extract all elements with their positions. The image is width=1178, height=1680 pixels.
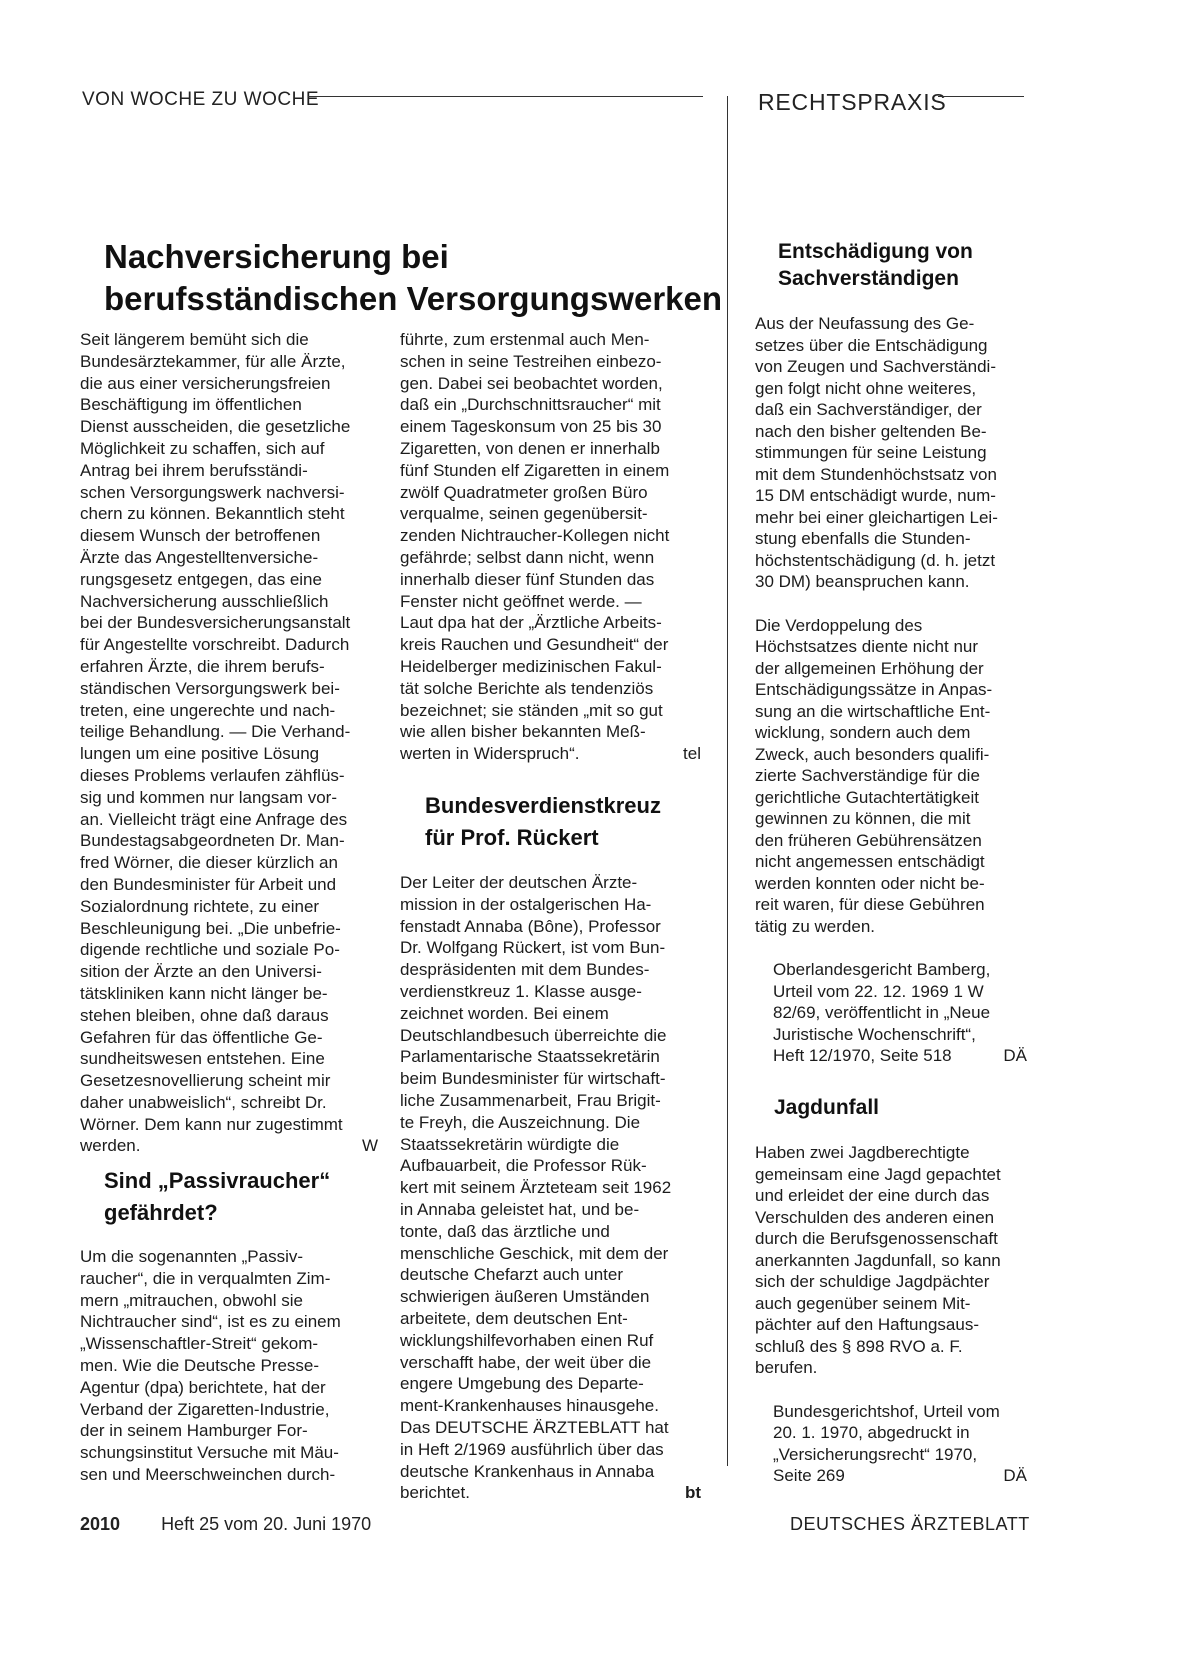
entschaedigung-citation: Oberlandesgericht Bamberg, Urteil vom 22. 12. 1969 1 W 82/69, veröffentlicht in „Neue Juristische Wochenschrift“,: [773, 960, 991, 1044]
passivraucher-text-col1: Um die sogenannten „Passiv- raucher“, die in verqualmten Zim- mern „mitrauchen, obwohl sie Nichtraucher sind“, ist es zu einem „Wissenschaftler-Streit“ gekom- men. Wie die Deutsche Presse- Agentur (dpa) berichtete, hat der Verband der Zigaretten-Industrie, der in seinem Hamburger For- schungsinstitut Versuche mit Mäu- sen und Meerschweinchen durch-: [80, 1247, 341, 1484]
entschaedigung-citation-closing: [755, 1045, 1027, 1067]
passivraucher-title-line-1: Sind „Passivraucher“: [104, 1168, 331, 1193]
entschaedigung-title: [778, 238, 973, 292]
passivraucher-body-col2: [400, 329, 701, 765]
entschaedigung-para-1: Aus der Neufassung des Ge- setzes über die Entschädigung von Zeugen und Sachverständi- gen folgt nicht ohne weiteres, daß ein Sachverständiger, der nach den bisher geltenden Be- stimmungen für seine Leistung mit dem Stundenhöchstsatz von 15 DM entschädigt wurde, num- mehr bei einer gleichartigen Lei- stung ebenfalls die Stunden- höchstentschädigung (d. h. jetzt 30 DM) beanspruchen kann.: [755, 314, 998, 591]
passivraucher-text-col2: führte, zum erstenmal auch Men- schen in seine Testreihen einbezo- gen. Dabei sei beobachtet worden, daß ein „Durchschnittsraucher“ mit einem Tageskonsum von 25 bis 30 Zigaretten, von denen er innerhalb fünf Stunden elf Zigaretten in einem zwölf Quadratmeter großen Büro verqualme, seinen gegenübersit- zenden Nichtraucher-Kollegen nicht gefährde; selbst dann nicht, wenn innerhalb dieser fünf Stunden das Fenster nicht geöffnet werde. — Laut dpa hat der „Ärztliche Arbeits- kreis Rauchen und Gesundheit“ der Heidelberger medizinischen Fakul- tät solche Berichte als tendenziös bezeichnet; sie ständen „mit so gut wie allen bisher bekannten Meß-: [400, 330, 670, 742]
passivraucher-title-line-2: gefährdet?: [104, 1200, 218, 1225]
main-article-text: Seit längerem bemüht sich die Bundesärztekammer, für alle Ärzte, die aus einer versicherungsfreien Beschäftigung im öffentlichen Dienst ausscheiden, die gesetzliche Möglichkeit zu schaffen, sich auf Antrag bei ihrem berufsständi- schen Versorgungswerk nachversi- chern zu können. Bekanntlich steht diesem Wunsch der betroffenen Ärzte das Angestelltenversiche- rungsgesetz entgegen, das eine Nachversicherung ausschließlich bei der Bundesversicherungsanstalt für Angestellte vorschreibt. Dadurch erfahren Ärzte, die ihrem berufs- ständischen Versorgungswerk bei- treten, eine ungerechte und nach- teilige Behandlung. — Die Verhand- lungen um eine positive Lösung dieses Problems verlaufen zähflüs- sig und kommen nur langsam vor- an. Vielleicht trägt eine Anfrage des Bundestagsabgeordneten Dr. Man- fred Wörner, die dieser kürzlich an den Bundesminister für Arbeit und Sozialordnung richtete, zu einer Beschleunigung bei. „Die unbefrie- digende rechtliche und soziale Po- sition der Ärzte an den Universi- tätskliniken kann nicht länger be- stehen bleiben, ohne daß daraus Gefahren für das öffentliche Ge- sundheitswesen entstehen. Eine Gesetzesnovellierung scheint mir daher unabweislich“, schreibt Dr. Wörner. Dem kann nur zugestimmt: [80, 330, 351, 1134]
passivraucher-closing: [400, 743, 701, 765]
jagdunfall-title: Jagdunfall: [774, 1096, 880, 1119]
main-title-line-2: berufsständischen Versorgungswerken: [104, 280, 723, 317]
bundesverdienstkreuz-closing: [400, 1482, 701, 1504]
passivraucher-title: [104, 1165, 330, 1229]
jagdunfall-signature: DÄ: [1003, 1466, 1027, 1485]
jagdunfall-citation-closing: [755, 1465, 1027, 1487]
main-article-body: [80, 329, 378, 1157]
passivraucher-last-line: werten in Widerspruch“.: [400, 744, 580, 764]
entschaedigung-citation-last: Heft 12/1970, Seite 518: [773, 1046, 952, 1065]
jagdunfall-citation-last: Seite 269: [773, 1466, 845, 1485]
journal-name: DEUTSCHES ÄRZTEBLATT: [790, 1514, 1030, 1534]
passivraucher-body-col1: [80, 1246, 378, 1486]
jagdunfall-body: [755, 1142, 1027, 1487]
issue-info: Heft 25 vom 20. Juni 1970: [161, 1514, 372, 1534]
section-label-right: RECHTSPRAXIS: [758, 89, 947, 115]
bundesverdienstkreuz-text: Der Leiter der deutschen Ärzte- mission in der ostalgerischen Ha- fenstadt Annaba (Bône), Professor Dr. Wolfgang Rückert, ist vom Bun- despräsidenten mit dem Bundes- verdienstkreuz 1. Klasse ausge- zeichnet worden. Bei einem Deutschlandbesuch überreichte die Parlamentarische Staatssekretärin beim Bundesminister für wirtschaft- liche Zusammenarbeit, Frau Brigit- te Freyh, die Auszeichnung. Die Staatssekretärin würdigte die Aufbauarbeit, die Professor Rük- kert mit seinem Ärzteteam seit 1962 in Annaba geleistet hat, und be- tonte, daß das ärztliche und menschliche Geschick, mit dem der deutsche Chefarzt auch unter schwierigen äußeren Umständen arbeitete, dem deutschen Ent- wicklungshilfevorhaben einen Ruf verschafft habe, der weit über die engere Umgebung des Departe- ment-Krankenhauses hinausgehe. Das DEUTSCHE ÄRZTEBLATT hat in Heft 2/1969 ausführlich über das deutsche Krankenhaus in Annaba: [400, 873, 672, 1481]
jagdunfall-citation: Bundesgerichtshof, Urteil vom 20. 1. 1970, abgedruckt in „Versicherungsrecht“ 1970,: [773, 1401, 1000, 1464]
header-rule-left: [308, 96, 703, 97]
bundesverdienstkreuz-signature: bt: [684, 1483, 701, 1503]
passivraucher-signature: tel: [683, 744, 701, 764]
page-number: 2010: [80, 1514, 121, 1534]
bundesverdienstkreuz-title: [425, 790, 661, 854]
bundesverdienstkreuz-title-line-1: Bundesverdienstkreuz: [425, 793, 661, 818]
jagdunfall-text: Haben zwei Jagdberechtigte gemeinsam eine Jagd gepachtet und erleidet der eine durch das Verschulden des anderen einen durch die Berufsgenossenschaft anerkannten Jagdunfall, so kann sich der schuldige Jagdpächter auch gegenüber seinem Mit- pächter auf den Haftungsaus- schluß des § 898 RVO a. F. berufen.: [755, 1143, 1001, 1377]
main-article-title: [104, 236, 722, 320]
entschaedigung-signature: DÄ: [1003, 1046, 1027, 1065]
entschaedigung-para-2: Die Verdoppelung des Höchstsatzes diente nicht nur der allgemeinen Erhöhung der Entschädigungssätze in Anpas- sung an die wirtschaftliche Ent- wicklung, sondern auch dem Zweck, auch besonders qualifi- zierte Sachverständige für die gerichtliche Gutachtertätigkeit gewinnen zu können, die mit den früheren Gebührensätzen nicht angemessen entschädigt werden konnten oder nicht be- reit waren, für diese Gebühren tätig zu werden.: [755, 615, 993, 936]
main-article-signature: W: [361, 1136, 378, 1156]
main-article-last-line: werden.: [80, 1136, 141, 1156]
bundesverdienstkreuz-body: [400, 872, 701, 1504]
section-label-left: VON WOCHE ZU WOCHE: [82, 89, 319, 110]
column-divider: [727, 96, 728, 1466]
entschaedigung-title-line-1: Entschädigung von: [778, 240, 973, 263]
entschaedigung-body: [755, 313, 1027, 1067]
bundesverdienstkreuz-title-line-2: für Prof. Rückert: [425, 825, 599, 850]
header-rule-right: [938, 96, 1024, 97]
main-title-line-1: Nachversicherung bei: [104, 238, 449, 275]
entschaedigung-title-line-2: Sachverständigen: [778, 267, 959, 290]
bundesverdienstkreuz-last-line: berichtet.: [400, 1483, 470, 1503]
page-footer-left: [80, 1514, 371, 1535]
main-article-closing: [80, 1135, 378, 1157]
